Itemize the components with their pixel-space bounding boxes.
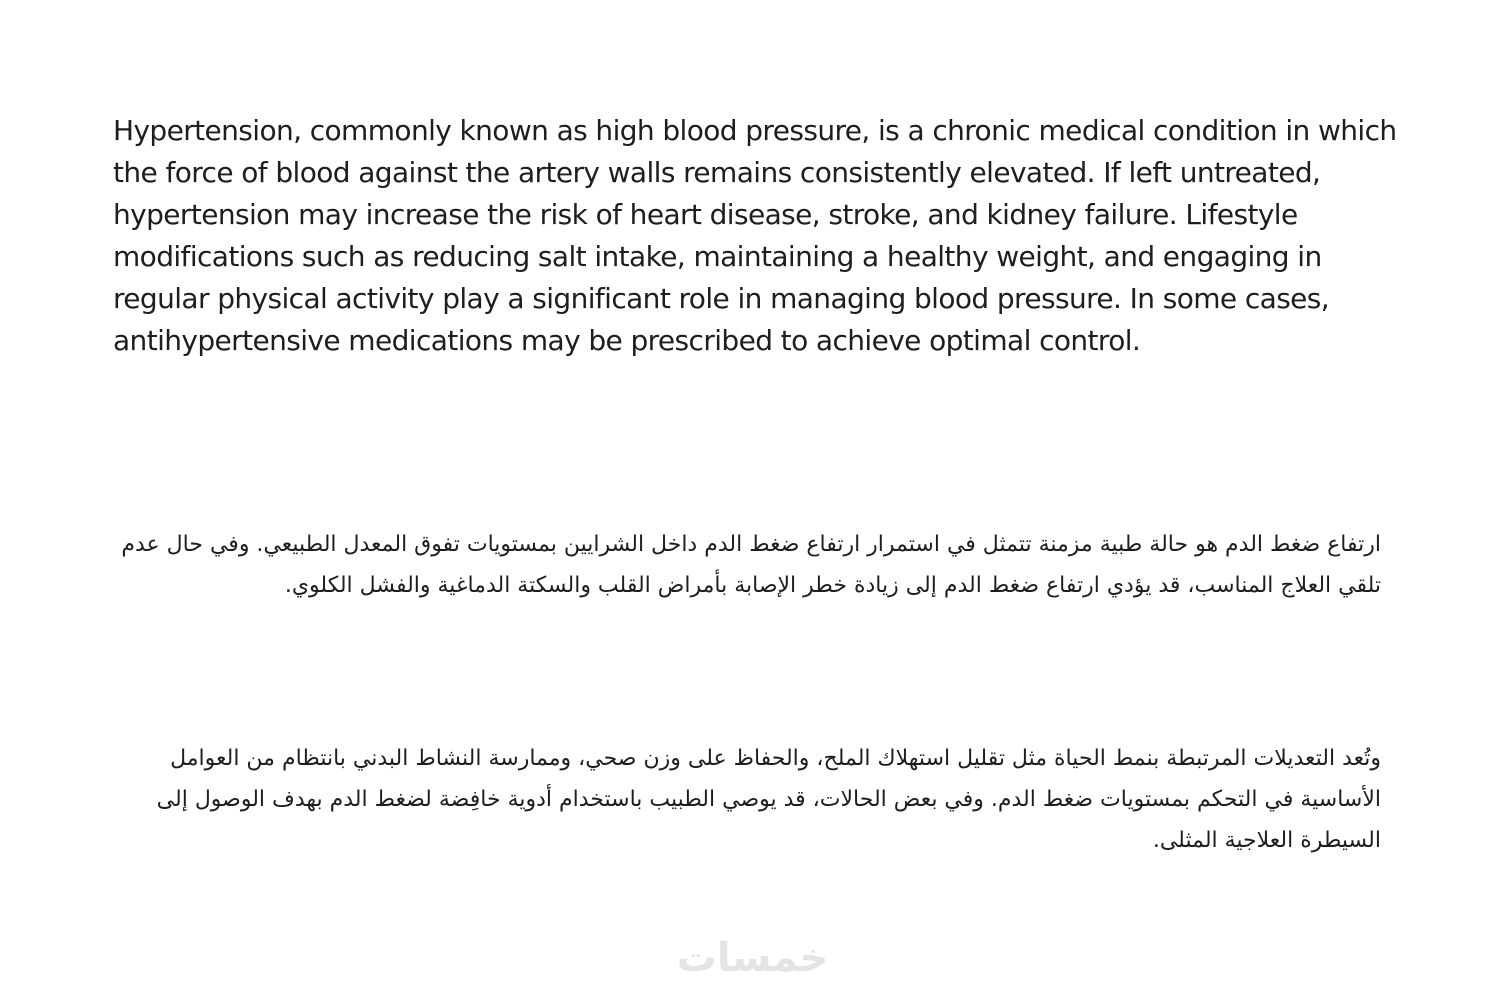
khamsat-watermark: خمسات xyxy=(676,935,829,981)
arabic-paragraph-2: وتُعد التعديلات المرتبطة بنمط الحياة مثل تقليل استهلاك الملح، والحفاظ على وزن صحي، وممارسة النشاط البدني بانتظام من العوامل الأساسية في التحكم بمستويات ضغط الدم. وفي بعض الحالات، قد يوصي الطبيب باستخدام أدوية خافِضة لضغط الدم بهدف الوصول إلى السيطرة العلاجية المثلى. xyxy=(156,746,1381,853)
arabic-paragraph-1: ارتفاع ضغط الدم هو حالة طبية مزمنة تتمثل في استمرار ارتفاع ضغط الدم داخل الشرايين بمستويات تفوق المعدل الطبيعي. وفي حال عدم تلقي العلاج المناسب، قد يؤدي ارتفاع ضغط الدم إلى زيادة خطر الإصابة بأمراض القلب والسكتة الدماغية والفشل الكلوي. xyxy=(121,532,1381,598)
english-paragraph: Hypertension, commonly known as high blood pressure, is a chronic medical condition in which the force of blood against the artery walls remains consistently elevated. If left untreated, hypertension may increase the risk of heart disease, stroke, and kidney failure. Lifestyle modifications such as reducing salt intake, maintaining a healthy weight, and engaging in regular physical activity play a significant role in managing blood pressure. In some cases, antihypertensive medications may be prescribed to achieve optimal control. xyxy=(113,114,1397,357)
